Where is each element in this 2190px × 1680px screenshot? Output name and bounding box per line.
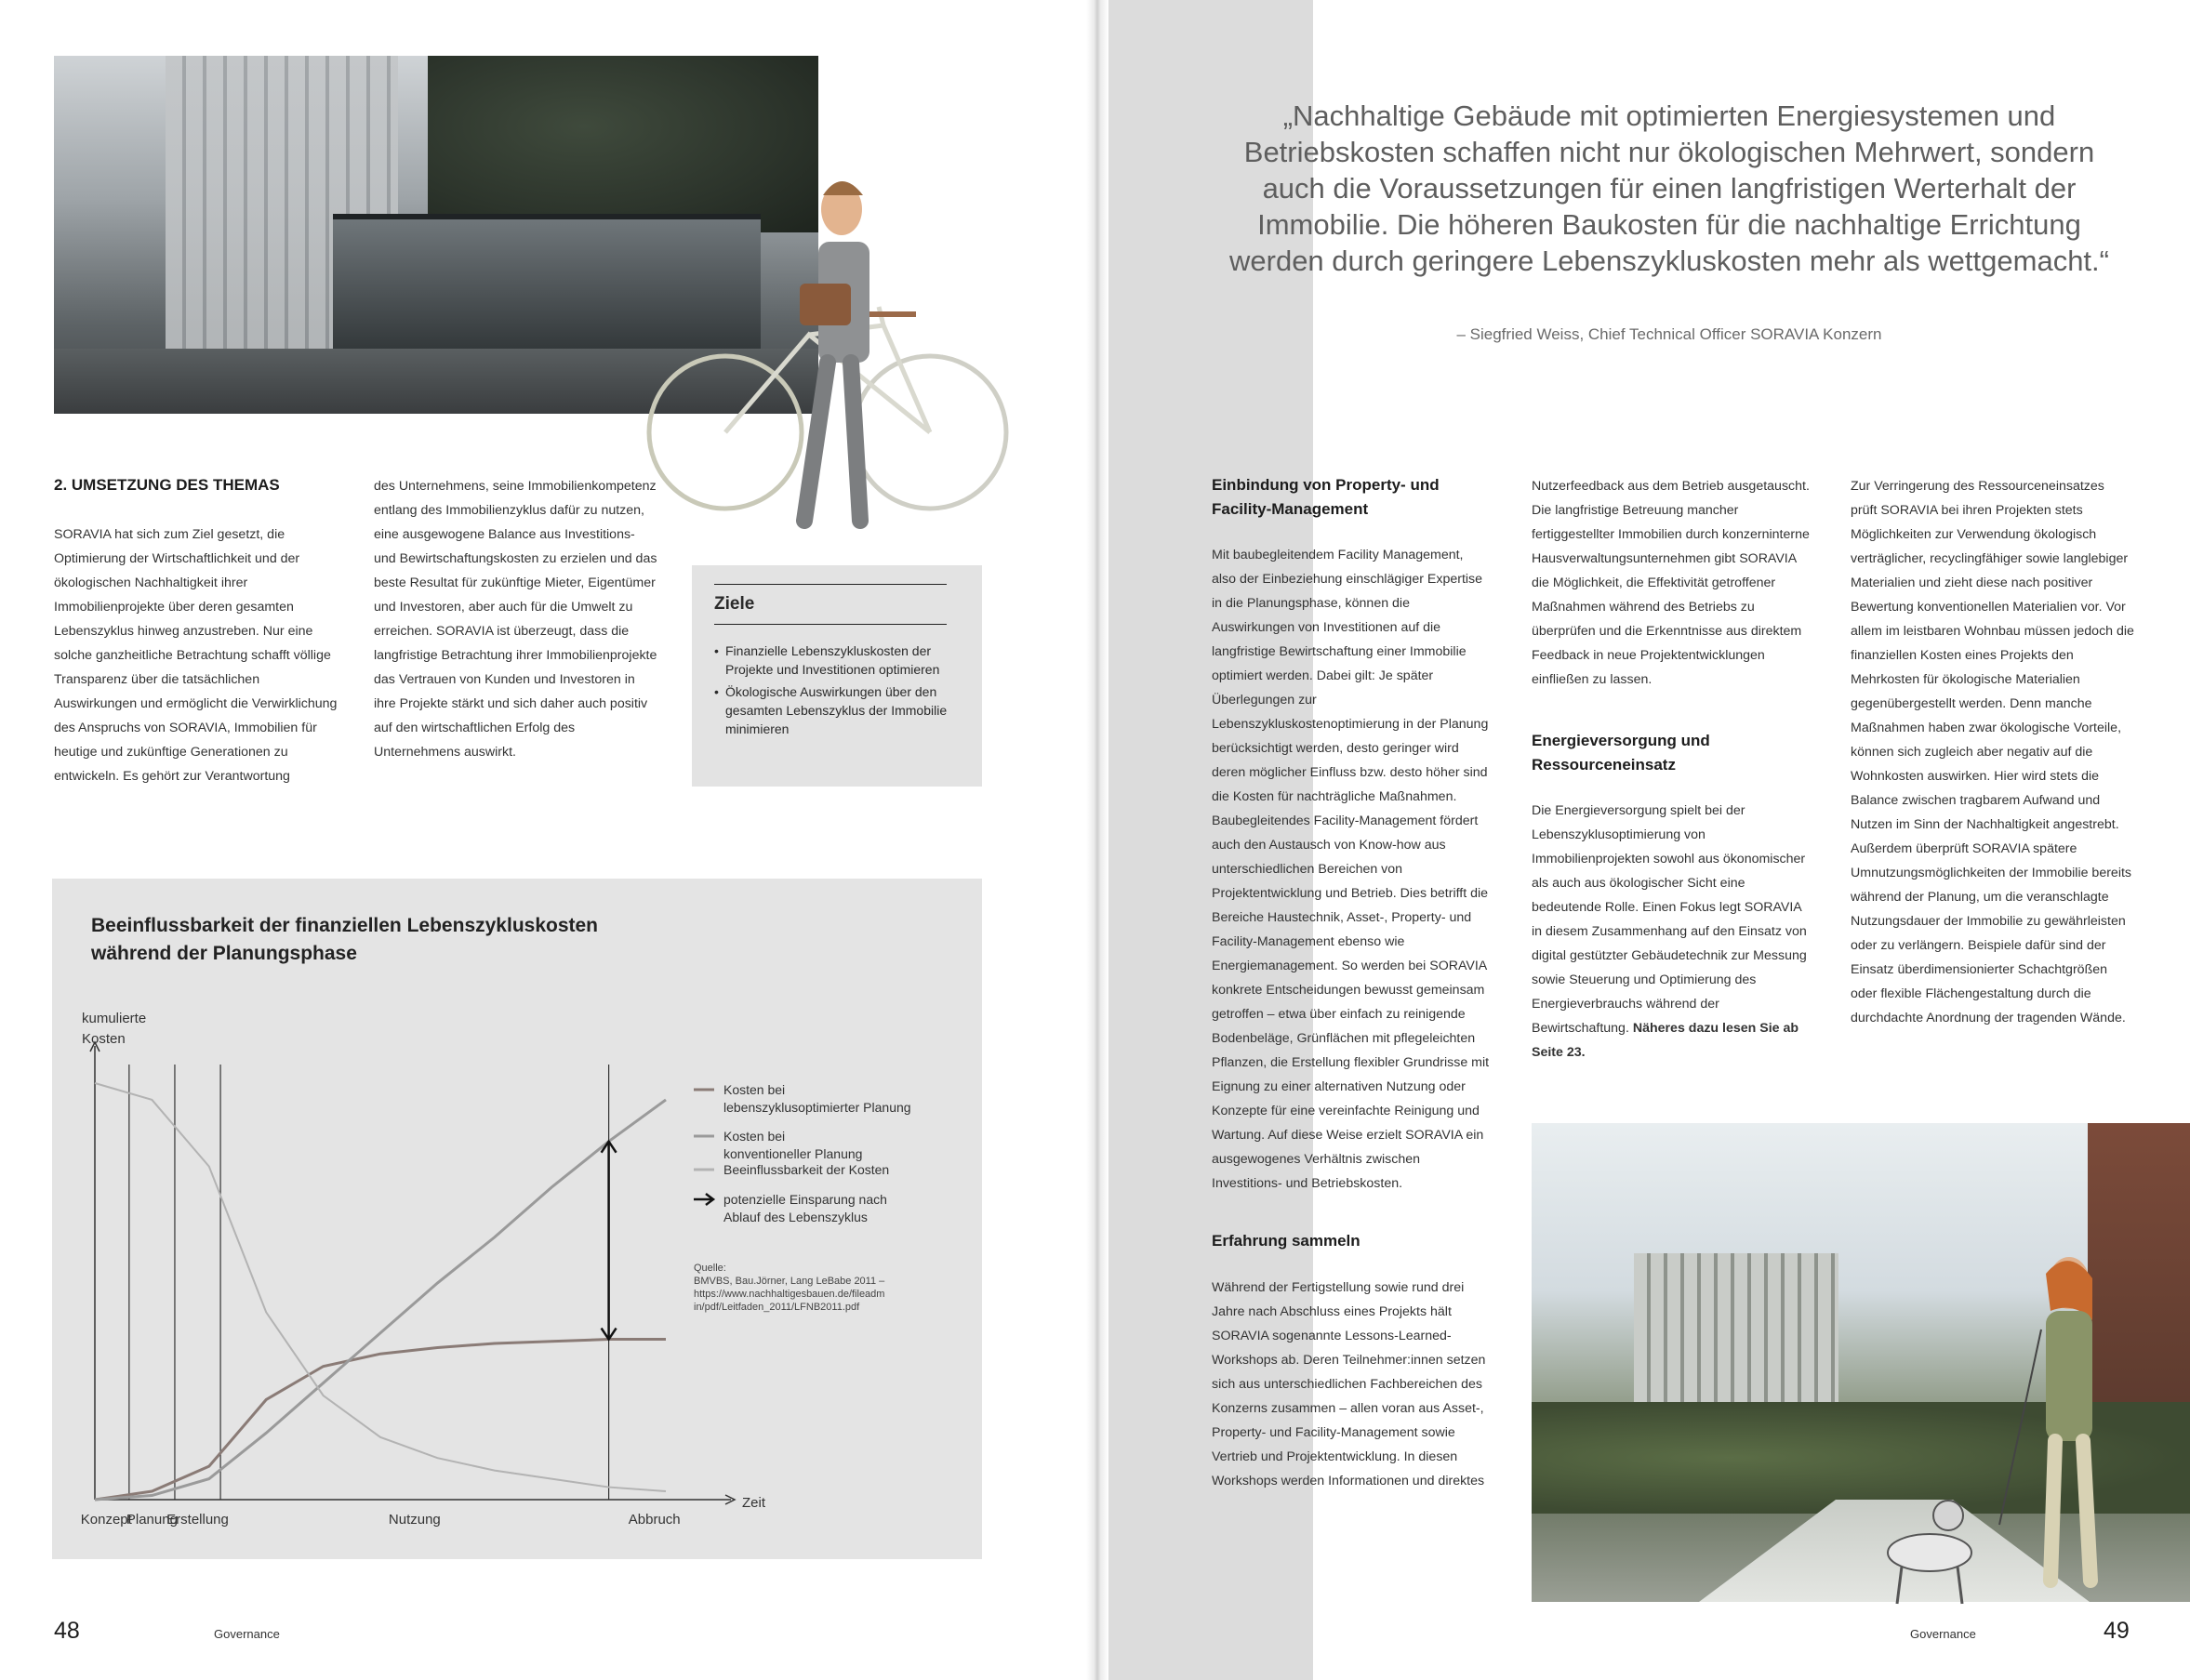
left-body-column-2 [374, 474, 657, 788]
series-line-0 [95, 1340, 666, 1500]
right-col1-paragraph: Mit baubegleitendem Facility Management, also der Einbeziehung einschlägiger Expertise in die Planungsphase, können die Auswirkungen von Investitionen auf die langfristige Bewirtschaftung einer Immobilie optimiert werden. Dabei gilt: Je später Überlegungen zur Lebenszykluskostenoptimierung in der Planung berücksichtigt werden, desto geringer wird deren möglicher Einfluss bzw. desto höher sind die Kosten für nachträgliche Maßnahmen. Baubegleitendes Facility-Management fördert auch den Austausch von Know-how aus unterschiedlichen Bereichen von Projektentwicklung und Betrieb. Dies betrifft die Bereiche Haustechnik, Asset-, Property- und Facility-Management ebenso wie Energiemanagement. So werden bei SORAVIA konkrete Entscheidungen bewusst gemeinsam getroffen – etwa über einfach zu reinigende Bodenbeläge, Grünflächen mit pflegeleichten Pflanzen, die Erstellung flexibler Grundrisse mit Eignung zu einer alternativen Nutzung oder Konzepte für eine vereinfachte Reinigung und Wartung. Auf diese Weise erzielt SORAVIA ein ausgewogenes Verhältnis zwischen Investitions- und Betriebskosten. [1212, 548, 1490, 1191]
ziele-list [714, 642, 970, 742]
chart-x-axis-label: Zeit [742, 1495, 766, 1511]
ziele-box [692, 565, 982, 787]
footer-label-left: Governance [214, 1627, 280, 1641]
ziele-item: • Ökologische Auswirkungen über den gesamten Lebenszyklus der Immobilie minimieren [714, 682, 970, 738]
page-number-right: 49 [2104, 1618, 2130, 1644]
phase-label: Konzept [80, 1512, 132, 1528]
woman-with-dog-illustration [1860, 1246, 2167, 1608]
chart-title: Beeinflussbarkeit der finanziellen Lebenszykluskosten während der Planungsphase [91, 915, 599, 964]
page-number-left: 48 [54, 1618, 80, 1644]
right-column-2 [1532, 474, 1811, 1065]
left-col1-paragraph: SORAVIA hat sich zum Ziel gesetzt, die Optimierung der Wirtschaftlichkeit und der ökologischen Nachhaltigkeit ihrer Immobilienprojekte über deren gesamten Lebenszyklus hinweg anzustreben. Nur eine solche ganzheitliche Betrachtung schafft völlige Transparenz über die tatsächlichen Auswirkungen und ermöglicht die Verwirklichung des Anspruchs von SORAVIA, Immobilien für heutige und zukünftige Generationen zu entwickeln. Es gehört zur Verantwortung [54, 527, 338, 784]
phase-label: Planung [126, 1512, 178, 1528]
right-col1-paragraph-2: Während der Fertigstellung sowie rund drei Jahre nach Abschluss eines Projekts hält SORAVIA sogenannte Lessons-Learned-Workshops ab. Deren Teilnehmer:innen setzen sich aus unterschiedlichen Fachbereichen des Konzerns zusammen – allen voran aus Asset-, Property- und Facility-Management sowie Vertrieb und Projektentwicklung. In diesen Workshops werden Informationen und direktes [1212, 1279, 1486, 1488]
heading-erfahrung: Erfahrung sammeln [1212, 1232, 1360, 1250]
chart-source: Quelle: BMVBS, Bau.Jörner, Lang LeBabe 2011 – https://www.nachhaltigesbauen.de/fileadm in/pdf/Leitfaden_2011/LFNB2011.pdf [694, 1263, 885, 1313]
ziele-item: • Finanzielle Lebenszykluskosten der Projekte und Investitionen optimieren [714, 642, 970, 679]
footer-label-right: Governance [1910, 1627, 1976, 1641]
right-col2-paragraph: Nutzerfeedback aus dem Betrieb ausgetauscht. Die langfristige Betreuung mancher fertiggestellter Immobilien durch konzerninterne Hausverwaltungsunternehmen gibt SORAVIA die Möglichkeit, die Effektivität getroffener Maßnahmen während des Betriebs zu überprüfen und die Erkenntnisse aus direktem Feedback in neue Projektentwicklungen einfließen zu lassen. [1532, 479, 1810, 687]
section-heading: 2. UMSETZUNG DES THEMAS [54, 476, 280, 494]
chart-y-axis-label: kumulierte Kosten [82, 1011, 147, 1047]
right-column-3 [1851, 474, 2134, 1030]
ziele-title: Ziele [714, 584, 947, 625]
heading-property-management: Einbindung von Property- und Facility-Management [1212, 476, 1440, 518]
man-with-bicycle-illustration [651, 102, 1004, 539]
right-col2-crossref: Näheres dazu lesen Sie ab Seite 23. [1532, 1021, 1799, 1060]
series-line-2 [95, 1083, 666, 1491]
phase-label: Abbruch [628, 1512, 681, 1528]
right-column-1 [1212, 473, 1491, 1493]
legend-label: potenzielle Einsparung nach Ablauf des Lebenszyklus [723, 1192, 887, 1224]
legend-label: Kosten bei konventioneller Planung [723, 1129, 863, 1161]
legend-label: Kosten bei lebenszyklusoptimierter Planung [723, 1082, 911, 1115]
left-body-column-1 [54, 523, 344, 813]
legend-label: Beeinflussbarkeit der Kosten [723, 1162, 890, 1177]
phase-label: Erstellung [166, 1512, 229, 1528]
pull-quote: „Nachhaltige Gebäude mit optimierten Energiesystemen und Betriebskosten schaffen nicht nur ökologischen Mehrwert, sondern auch die Voraussetzungen für einen langfristigen Werterhalt der Immobilie. Die höheren Baukosten für die nachhaltige Errichtung werden durch geringere Lebenszykluskosten mehr als wettgemacht.“ [1229, 99, 2109, 277]
right-col2-text: Die Energieversorgung spielt bei der Lebenszyklusoptimierung von Immobilienprojekten sowohl aus ökonomischer als auch aus ökologischer Sicht eine bedeutende Rolle. Einen Fokus legt SORAVIA in diesem Zusammenhang auf den Einsatz von digital gestützter Gebäudetechnik zur Messung sowie Steuerung und Optimierung des Energieverbrauchs während der Bewirtschaftung. [1532, 803, 1807, 1036]
heading-energieversorgung: Energieversorgung und Ressourceneinsatz [1532, 732, 1710, 774]
quote-attribution: – Siegfried Weiss, Chief Technical Officer SORAVIA Konzern [1456, 325, 1882, 343]
right-col2-paragraph-2 [1532, 799, 1811, 1065]
phase-label: Nutzung [388, 1512, 441, 1528]
right-col3-paragraph: Zur Verringerung des Ressourceneinsatzes prüft SORAVIA bei ihren Projekten stets Möglichkeiten zur Verwendung ökologisch verträglicher, recyclingfähiger sowie langlebiger Materialien und zieht diese nach positiver Bewertung konventionellen Materialien vor. Vor allem im leistbaren Wohnbau müssen jedoch die finanziellen Kosten eines Projekts den Mehrkosten für ökologische Materialien gegenübergestellt werden. Denn manche Maßnahmen haben zwar ökologische Vorteile, können sich zugleich aber negativ auf die Wohnkosten auswirken. Hier wird stets die Balance zwischen tragbarem Aufwand und Nutzen im Sinn der Nachhaltigkeit angestrebt. Außerdem überprüft SORAVIA spätere Umnutzungsmöglichkeiten der Immobilie bereits während der Planung, um die veranschlagte Nutzungsdauer der Immobilie zu gewährleisten oder zu verlängern. Beispiele dafür sind der Einsatz überdimensionierter Schachtgrößen oder flexible Flächengestaltung durch die durchdachte Anordnung der tragenden Wände. [1851, 479, 2134, 1025]
left-col2-paragraph: des Unternehmens, seine Immobilienkompetenz entlang des Immobilienzyklus dafür zu nutzen, eine ausgewogene Balance aus Investitions- und Bewirtschaftungskosten zu erzielen und das beste Resultat für zukünftige Mieter, Eigentümer und Investoren, aber auch für die Umwelt zu erreichen. SORAVIA ist überzeugt, dass die langfristige Betrachtung ihrer Immobilienprojekte das Vertrauen von Kunden und Investoren in ihre Projekte stärkt und sich daher auch positiv auf den wirtschaftlichen Erfolg des Unternehmens auswirkt. [374, 479, 657, 760]
series-line-1 [95, 1100, 666, 1500]
chart-canvas [52, 879, 982, 1559]
lifecycle-cost-chart-panel [52, 879, 982, 1559]
page-gutter [1086, 0, 1108, 1680]
